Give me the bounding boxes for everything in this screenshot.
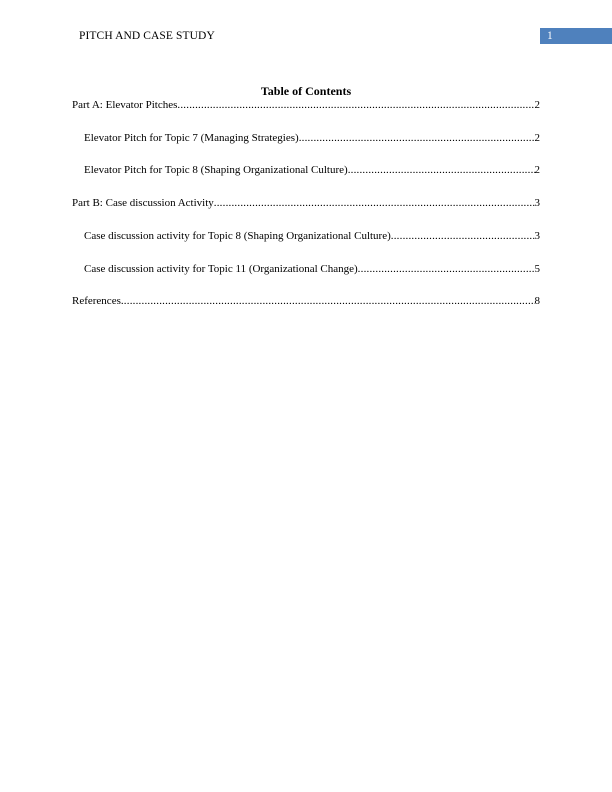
running-header-title: PITCH AND CASE STUDY [79, 30, 215, 42]
toc-entry-label: Case discussion activity for Topic 8 (Shaping Organizational Culture) [84, 230, 391, 242]
toc-entry-page: 3 [534, 197, 540, 209]
toc-dot-leader [177, 97, 534, 113]
toc-entry-label: Elevator Pitch for Topic 8 (Shaping Organizational Culture) [84, 164, 348, 176]
toc-dot-leader [391, 228, 535, 244]
toc-entry-topic-11-case[interactable] [84, 261, 540, 277]
toc-heading: Table of Contents [260, 84, 352, 98]
toc-entry-topic-8-pitch[interactable] [84, 162, 540, 178]
toc-dot-leader [348, 162, 535, 178]
toc-entry-page: 2 [534, 164, 540, 176]
toc-entry-page: 2 [534, 99, 540, 111]
toc-entry-page: 5 [534, 263, 540, 275]
toc-entry-label: Part A: Elevator Pitches [72, 99, 178, 111]
toc-entry-label: Part B: Case discussion Activity [72, 197, 214, 209]
toc-entry-label: Case discussion activity for Topic 11 (Organizational Change) [84, 263, 358, 275]
page-number-box [540, 28, 612, 44]
toc-dot-leader [214, 195, 535, 211]
toc-entry-label: References [72, 295, 121, 307]
toc-entry-page: 2 [534, 132, 540, 144]
toc-entry-topic-7-pitch[interactable] [84, 130, 540, 146]
toc-entry-part-a[interactable] [72, 97, 540, 113]
toc-dot-leader [299, 130, 535, 146]
page-number: 1 [547, 30, 553, 42]
toc-entry-topic-8-case[interactable] [84, 228, 540, 244]
toc-entry-label: Elevator Pitch for Topic 7 (Managing Strategies) [84, 132, 299, 144]
toc-dot-leader [121, 293, 535, 309]
toc-entry-page: 8 [534, 295, 540, 307]
toc-entry-references[interactable] [72, 293, 540, 309]
toc-dot-leader [358, 261, 535, 277]
toc-entry-part-b[interactable] [72, 195, 540, 211]
toc-entry-page: 3 [534, 230, 540, 242]
